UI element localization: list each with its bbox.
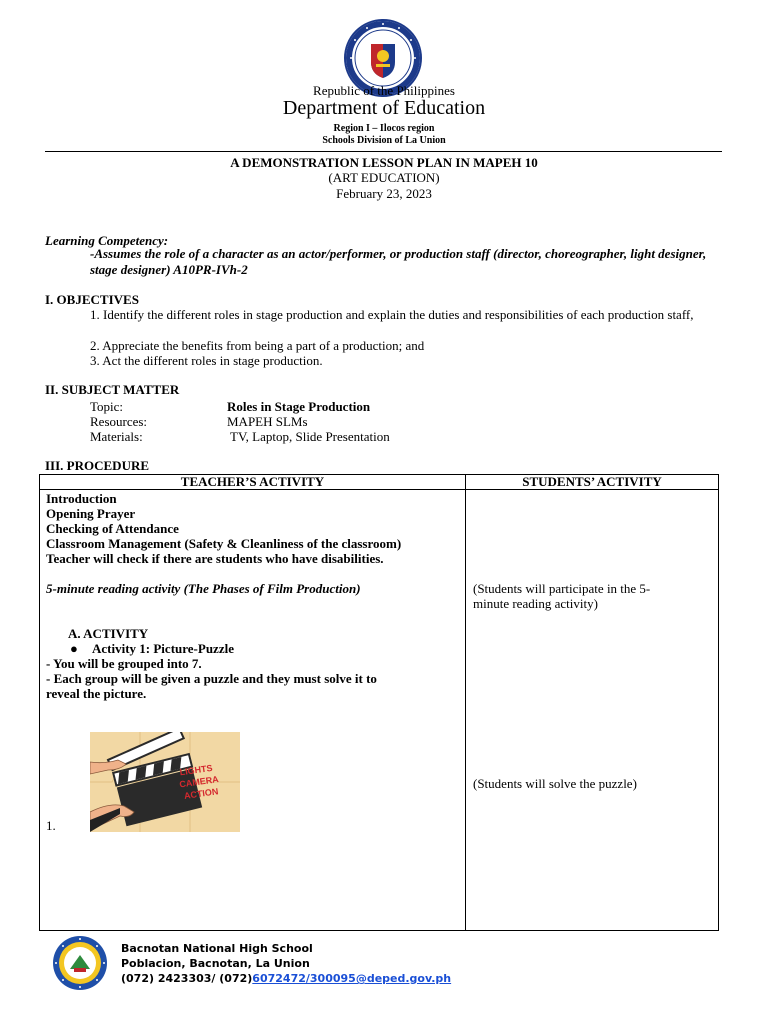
reading-activity: 5-minute reading activity (The Phases of Film Production) bbox=[46, 581, 361, 596]
footer-phone: (072) 2423303/ (072) bbox=[121, 972, 253, 985]
clapper-text-action: ACTION bbox=[183, 786, 219, 801]
competency-text: -Assumes the role of a character as an actor/performer, or production staff (director, choreographer, light designer, stage designer) A10PR-IVh-2 bbox=[90, 246, 707, 277]
region-line: Region I – Ilocos region bbox=[333, 123, 435, 134]
school-logo bbox=[52, 935, 108, 991]
materials-label: Materials: bbox=[90, 429, 143, 444]
puzzle-instruction-line1: - Each group will be given a puzzle and they must solve it to bbox=[46, 671, 377, 686]
students-reading-line2: minute reading activity) bbox=[473, 596, 598, 611]
teacher-activity-header: TEACHER’S ACTIVITY bbox=[40, 475, 466, 490]
bullet-icon: ● bbox=[70, 641, 78, 656]
activity-1-title: Activity 1: Picture-Puzzle bbox=[92, 641, 234, 656]
students-puzzle: (Students will solve the puzzle) bbox=[473, 776, 637, 791]
opening-prayer: Opening Prayer bbox=[46, 506, 136, 521]
resources-label: Resources: bbox=[90, 414, 148, 429]
competency-label: Learning Competency: bbox=[45, 233, 169, 248]
header-divider bbox=[45, 151, 722, 152]
objective-item-2: 2. Appreciate the benefits from being a part of a production; and bbox=[90, 338, 425, 353]
lights-camera-action-puzzle-image bbox=[90, 732, 240, 832]
checking-attendance: Checking of Attendance bbox=[46, 521, 179, 536]
students-reading-line1: (Students will participate in the 5- bbox=[473, 581, 651, 596]
lesson-subtitle: (ART EDUCATION) bbox=[328, 170, 440, 185]
puzzle-instruction-line2: reveal the picture. bbox=[46, 686, 147, 701]
clapper-text-camera: CAMERA bbox=[178, 774, 220, 790]
lesson-title: A DEMONSTRATION LESSON PLAN IN MAPEH 10 bbox=[230, 155, 538, 170]
objectives-heading: I. OBJECTIVES bbox=[45, 292, 139, 307]
clapper-text-lights: LIGHTS bbox=[179, 762, 214, 778]
division-line: Schools Division of La Union bbox=[322, 135, 446, 146]
materials-value: TV, Laptop, Slide Presentation bbox=[230, 429, 390, 444]
subject-matter-heading: II. SUBJECT MATTER bbox=[45, 382, 180, 397]
procedure-table bbox=[39, 474, 719, 931]
topic-value: Roles in Stage Production bbox=[227, 399, 371, 414]
objective-item-1: 1. Identify the different roles in stage production and explain the duties and responsibilities of each production staff, bbox=[90, 307, 694, 322]
footer-address: Poblacion, Bacnotan, La Union bbox=[121, 957, 310, 970]
footer-email-link[interactable]: 6072472/300095@deped.gov.ph bbox=[252, 972, 452, 985]
activity-heading: A. ACTIVITY bbox=[68, 626, 149, 641]
grouped-instruction: - You will be grouped into 7. bbox=[46, 656, 202, 671]
topic-label: Topic: bbox=[90, 399, 124, 414]
objective-item-3: 3. Act the different roles in stage production. bbox=[90, 353, 323, 368]
footer-school-name: Bacnotan National High School bbox=[121, 942, 313, 955]
footer-contact bbox=[121, 972, 451, 985]
item-number: 1. bbox=[46, 818, 56, 833]
students-activity-header: STUDENTS’ ACTIVITY bbox=[466, 475, 719, 490]
procedure-heading: III. PROCEDURE bbox=[45, 458, 150, 473]
republic-line: Republic of the Philippines bbox=[313, 83, 455, 98]
classroom-management: Classroom Management (Safety & Cleanliness of the classroom) bbox=[46, 536, 402, 551]
disabilities-check: Teacher will check if there are students who have disabilities. bbox=[46, 551, 384, 566]
teacher-activity-cell bbox=[40, 490, 466, 931]
introduction-label: Introduction bbox=[46, 491, 117, 506]
resources-value: MAPEH SLMs bbox=[227, 414, 308, 429]
department-title: Department of Education bbox=[282, 97, 486, 119]
lesson-date: February 23, 2023 bbox=[336, 186, 432, 201]
students-activity-cell bbox=[466, 490, 719, 931]
